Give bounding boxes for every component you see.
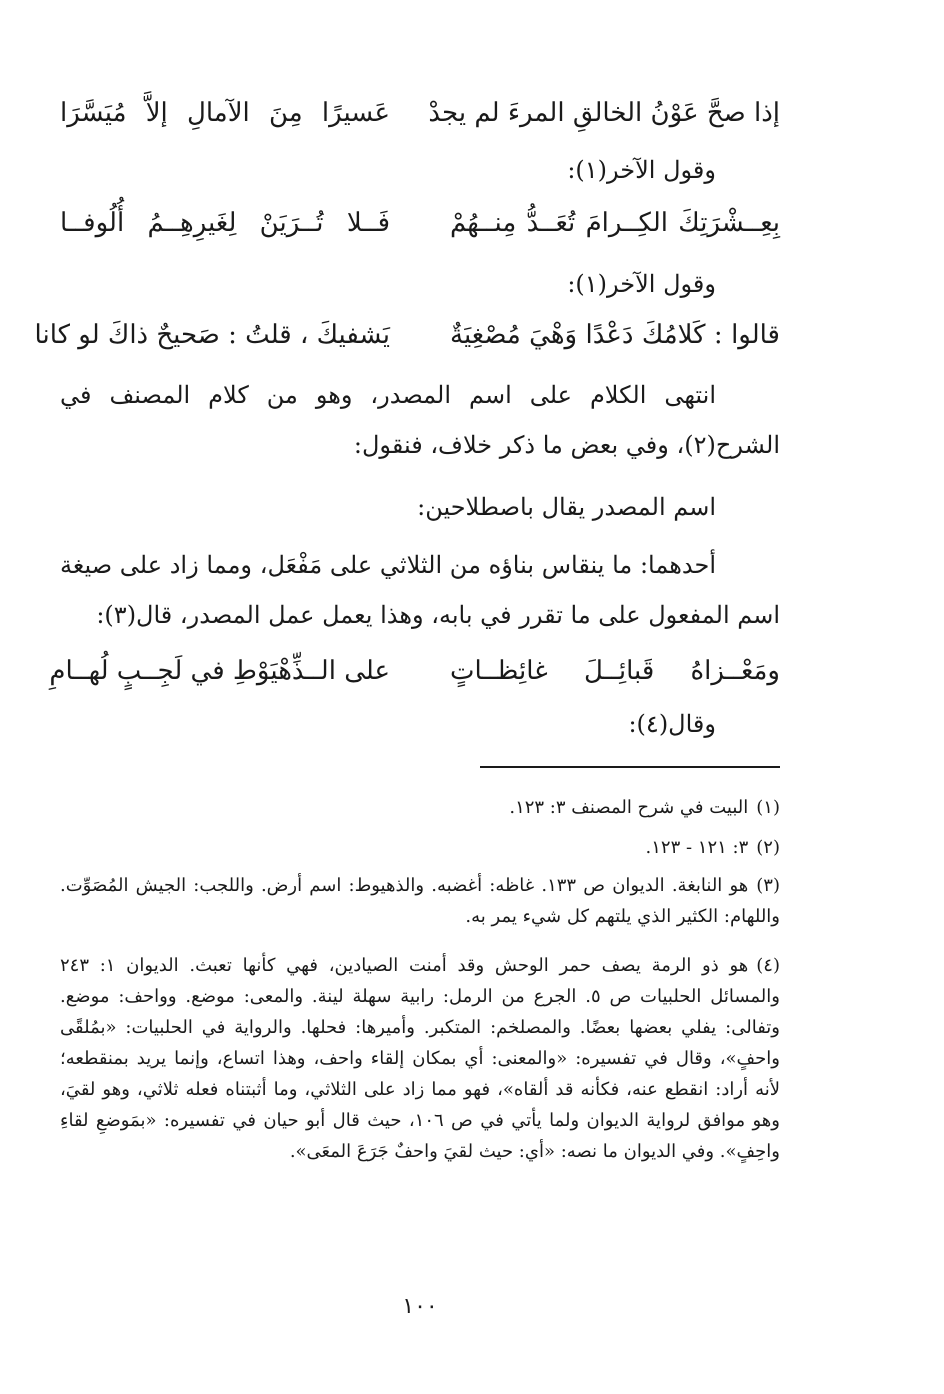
verse-2-first-hemistich: بِعِــشْرَتِكَ الكِــرامَ تُعَــدُّ مِنــهُمْ	[450, 208, 780, 238]
intro-line-3: وقال(٤):	[628, 710, 716, 738]
footnote-4	[60, 950, 780, 1167]
footnote-1-text: البيت في شرح المصنف ٣: ١٢٣.	[509, 797, 749, 818]
paragraph-2: اسم المصدر يقال باصطلاحين:	[417, 493, 716, 521]
footnote-2	[60, 832, 780, 863]
footnote-4-number: (٤)	[756, 955, 780, 976]
footnote-divider	[480, 766, 780, 768]
verse-4-second-hemistich: على الــذِّهْيَوْطِ في لَجِــبٍ لُهــامِ	[49, 656, 390, 686]
footnote-2-text: ٣: ١٢١ - ١٢٣.	[645, 837, 749, 858]
footnote-2-number: (٢)	[756, 837, 780, 858]
footnote-1-number: (١)	[756, 797, 780, 818]
footnote-3-number: (٣)	[756, 875, 780, 896]
footnote-3-text: هو النابغة. الديوان ص ١٣٣. غاظه: أغضبه. والذهيوط: اسم أرض. واللجب: الجيش المُصَوِّت. واللهام: الكثير الذي يلتهم كل شيء يمر به.	[60, 875, 780, 927]
intro-line-2: وقول الآخر(١):	[567, 270, 716, 298]
verse-3	[34, 310, 780, 360]
paragraph-3: أحدهما: ما ينقاس بناؤه من الثلاثي على مَفْعَل، ومما زاد على صيغة اسم المفعول على ما تقرر في بابه، وهذا يعمل عمل المصدر، قال(٣):	[60, 551, 780, 629]
footnote-1	[60, 792, 780, 823]
verse-1-second-hemistich: عَسيرًا مِنَ الآمالِ إلاَّ مُيَسَّرَا	[60, 98, 390, 128]
verse-1	[60, 88, 780, 138]
verse-1-first-hemistich: إذا صحَّ عَوْنُ الخالقِ المرءَ لم يجدْ	[428, 98, 780, 128]
footnote-4-text: هو ذو الرمة يصف حمر الوحش وقد أمنت الصيادين، فهي كأنها تعبث. الديوان ١: ٢٤٣ والمسائل الحلبيات ص ٥. الجرع من الرمل: رابية سهلة لينة. والمعى: موضع. وواحف: موضع. وتفالى: يفلي بعضها بعضًا. والمصلخم: المتكبر. وأميرها: فحلها. والرواية في الحلبيات: «بمُلقًى واحفٍ»، وقال في تفسيره: «والمعنى: أي بمكان إلقاء واحف، وهذا اتساع، وإنما يريد بمنقطعه؛ لأنه أراد: انقطع عنه، فكأنه قد ألقاه»، فهو مما زاد على الثلاثي، وما أثبتناه فعله ثلاثي، وهو لقيَ، وهو موافق لرواية الديوان ولما يأتي في ص ١٠٦، حيث قال أبو حيان في تفسيره: «بمَوضعِ لقاءِ واحِفٍ». وفي الديوان ما نصه: «أي: حيث لقيَ واحفٌ جَرَعَ المعَى».	[60, 955, 780, 1162]
verse-3-first-hemistich: قالوا : كَلامُكَ دَعْدًا وَهْيَ مُصْغِيَةٌ	[450, 320, 780, 350]
verse-4-first-hemistich: ومَعْــزاهُ قَبائِــلَ غائِظــاتٍ	[450, 656, 780, 686]
verse-4	[49, 646, 780, 696]
intro-line-1: وقول الآخر(١):	[567, 156, 716, 184]
paragraph-1: انتهى الكلام على اسم المصدر، وهو من كلام المصنف في الشرح(٢)، وفي بعض ما ذكر خلاف، فنقول:	[60, 381, 780, 459]
verse-3-second-hemistich: يَشفيكَ ، قلتُ : صَحيحٌ ذاكَ لو كانا	[34, 320, 390, 350]
page-number: ١٠٠	[402, 1294, 438, 1319]
verse-2-second-hemistich: فَــلا تُــرَيَنْ لِغَيرِهِــمُ أُلُوفــا	[60, 208, 390, 238]
book-page	[34, 80, 780, 1340]
verse-2	[60, 198, 780, 248]
footnote-3	[60, 870, 780, 932]
